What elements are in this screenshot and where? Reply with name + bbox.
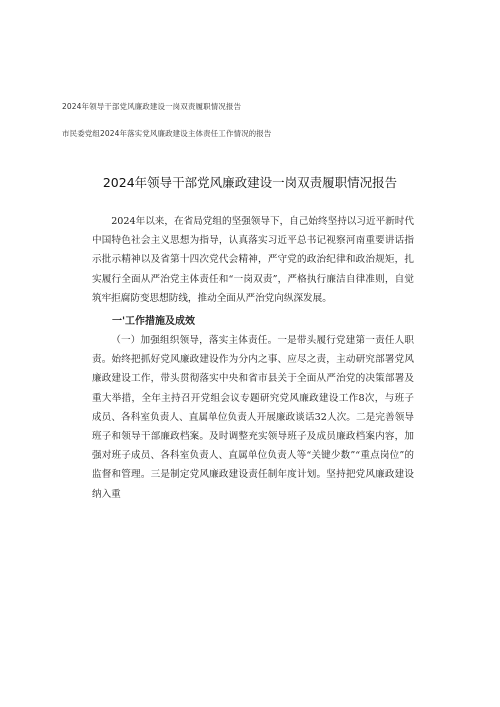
intro-paragraph: 2024年以来，在省局党组的坚强领导下，自己始终坚持以习近平新时代中国特色社会主义思想为指导，认真落实习近平总书记视察河南重要讲话指示批示精神以及省第十四次党代会精神，严守党的政治纪律和政治规矩，扎实履行全面从严治党主体责任和“一岗双责”，严格执行廉洁自律准则，自觉筑牢拒腐防变思想防线，推动全面从严治党向纵深发展。 bbox=[92, 216, 414, 304]
header-line-2: 市民委党组2024年落实党风廉政建设主体责任工作情况的报告 bbox=[62, 129, 272, 138]
document-title: 2024年领导干部党风廉政建设一岗双责履职情况报告 bbox=[102, 175, 398, 190]
header-line-1: 2024年领导干部党风廉政建设一岗双责履职情况报告 bbox=[62, 102, 242, 111]
section-paragraph: （一）加强组织领导，落实主体责任。一是带头履行党建第一责任人职责。始终把抓好党风廉政建设作为分内之事、应尽之责，主动研究部署党风廉政建设工作，带头贯彻落实中央和省市县关于全面从严治党的决策部署及重大举措，全年主持召开党组会议专题研究党风廉政建设工作8次，与班子成员、各科室负责人、直属单位负责人开展廉政谈话32人次。二是完善领导班子和领导干部廉政档案。及时调整充实领导班子及成员廉政档案内容，加强对班子成员、各科室负责人、直属单位负责人等“关键少数”“重点岗位”的监督和管理。三是制定党风廉政建设责任制年度计划。坚持把党风廉政建设纳入重 bbox=[92, 335, 414, 500]
document-body bbox=[92, 212, 414, 504]
section-heading: 一'工作措施及成效 bbox=[112, 316, 196, 328]
